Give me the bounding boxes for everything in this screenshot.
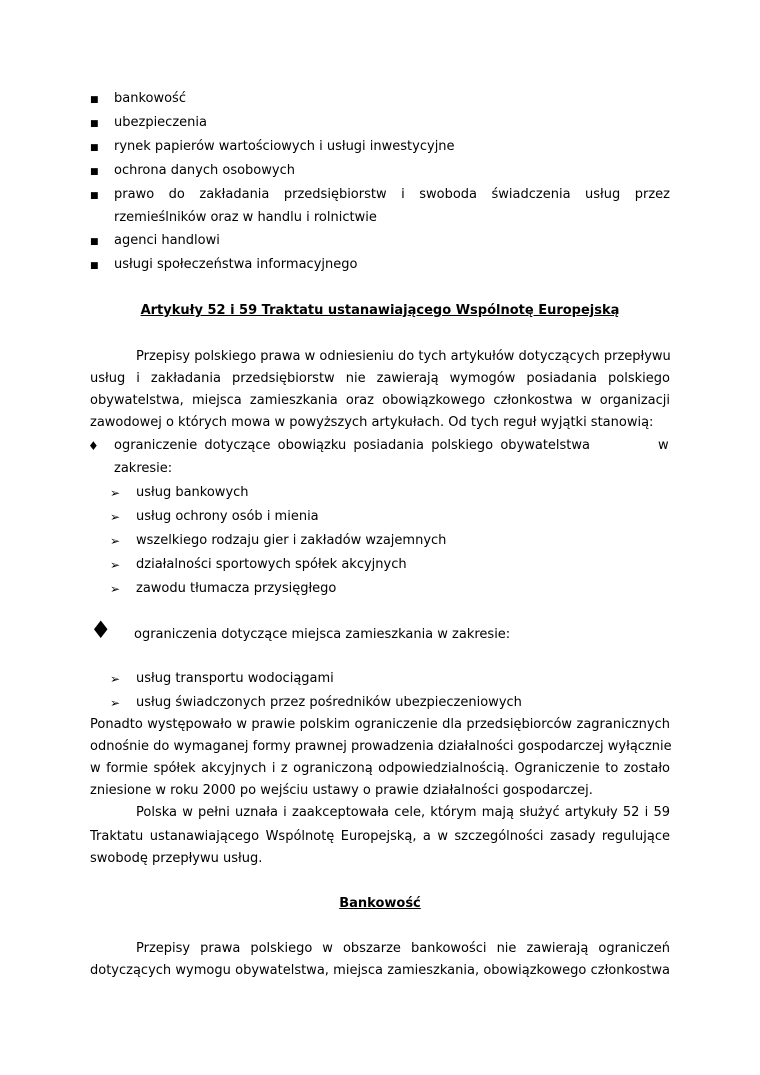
bullet-marker: ■: [90, 143, 99, 153]
paragraph-line: usług i zakładania przedsiębiorstw nie zawierają wymogów posiadania polskiego: [90, 371, 670, 386]
bullet-marker: ■: [90, 119, 99, 129]
paragraph-line: w formie spółek akcyjnych i z ograniczoną odpowiedzialnością. Ograniczenie to zostało: [90, 761, 670, 776]
paragraph-line: Polska w pełni uznała i zaakceptowała cele, którym mają służyć artykuły 52 i 59: [136, 805, 670, 820]
list-item: usługi społeczeństwa informacyjnego: [114, 257, 358, 272]
bullet-marker: ■: [90, 95, 99, 105]
paragraph-line: Traktatu ustanawiającego Wspólnotę Europejską, a w szczególności zasady regulujące: [90, 829, 670, 844]
section-heading: Artykuły 52 i 59 Traktatu ustanawiającego Wspólnotę Europejską: [140, 303, 620, 318]
sub-list-item: usług świadczonych przez pośredników ubezpieczeniowych: [136, 695, 522, 710]
list-item: agenci handlowi: [114, 233, 220, 248]
paragraph-line: swobodę przepływu usług.: [90, 851, 263, 866]
arrow-bullet-icon: ➢: [110, 486, 121, 500]
list-item: ubezpieczenia: [114, 115, 207, 130]
paragraph-line: obywatelstwa, miejsca zamieszkania oraz obowiązkowego członkostwa w organizacji: [90, 393, 670, 408]
list-item: ochrona danych osobowych: [114, 163, 295, 178]
list-item-end: w: [658, 438, 669, 453]
sub-list-item: usług bankowych: [136, 485, 249, 500]
sub-list-item: zawodu tłumacza przysięgłego: [136, 581, 337, 596]
paragraph-line: zniesione w roku 2000 po wejściu ustawy o prawie działalności gospodarczej.: [90, 783, 593, 798]
list-item: ograniczenie dotyczące obowiązku posiadania polskiego obywatelstwa: [114, 438, 590, 453]
paragraph-line: Przepisy polskiego prawa w odniesieniu do tych artykułów dotyczących przepływu: [136, 349, 671, 364]
arrow-bullet-icon: ➢: [110, 534, 121, 548]
list-item: ograniczenia dotyczące miejsca zamieszkania w zakresie:: [134, 627, 511, 642]
sub-list-item: działalności sportowych spółek akcyjnych: [136, 557, 407, 572]
arrow-bullet-icon: ➢: [110, 510, 121, 524]
bullet-marker: ■: [90, 191, 99, 201]
arrow-bullet-icon: ➢: [110, 672, 121, 686]
paragraph-line: odnośnie do wymaganej formy prawnej prowadzenia działalności gospodarczej wyłącznie: [90, 739, 672, 754]
bullet-marker: ■: [90, 167, 99, 177]
list-item-continuation: rzemieślników oraz w handlu i rolnictwie: [114, 210, 377, 225]
bullet-marker: ■: [90, 261, 99, 271]
section-heading: Bankowość: [339, 896, 421, 911]
bullet-marker: ■: [90, 237, 99, 247]
paragraph-line: dotyczących wymogu obywatelstwa, miejsca zamieszkania, obowiązkowego członkostwa: [90, 963, 670, 978]
paragraph-line: Przepisy prawa polskiego w obszarze bankowości nie zawierają ograniczeń: [136, 941, 670, 956]
list-item: rynek papierów wartościowych i usługi inwestycyjne: [114, 139, 455, 154]
arrow-bullet-icon: ➢: [110, 558, 121, 572]
paragraph-line: Ponadto występowało w prawie polskim ograniczenie dla przedsiębiorców zagranicznych: [90, 717, 670, 732]
sub-list-item: wszelkiego rodzaju gier i zakładów wzajemnych: [136, 533, 447, 548]
list-item: prawo do zakładania przedsiębiorstw i swoboda świadczenia usług przez: [114, 187, 670, 202]
list-item-continuation: zakresie:: [114, 461, 173, 476]
sub-list-item: usług ochrony osób i mienia: [136, 509, 319, 524]
paragraph-line: zawodowej o których mowa w powyższych artykułach. Od tych reguł wyjątki stanowią:: [90, 415, 654, 430]
diamond-bullet-icon: ♦: [90, 616, 112, 644]
arrow-bullet-icon: ➢: [110, 582, 121, 596]
arrow-bullet-icon: ➢: [110, 696, 121, 710]
sub-list-item: usług transportu wodociągami: [136, 671, 334, 686]
diamond-bullet-icon: ♦: [88, 439, 99, 453]
list-item: bankowość: [114, 91, 186, 106]
